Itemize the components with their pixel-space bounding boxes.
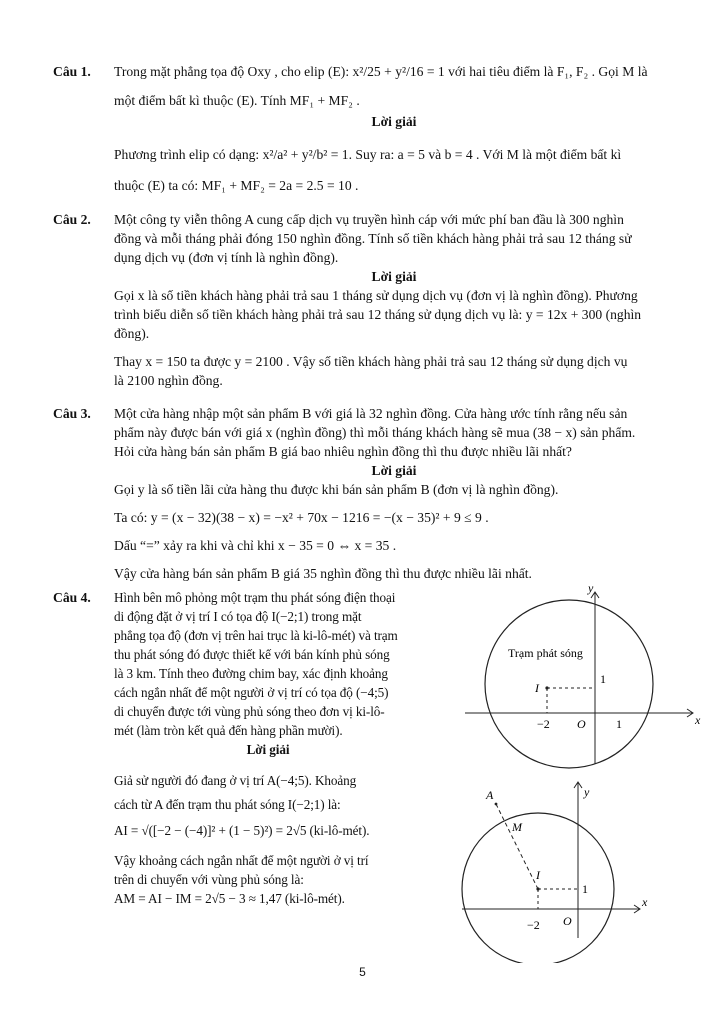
point-label-m: M [512,820,522,834]
tick-label: 1 [600,672,606,686]
solution-title: Lời giải [371,114,417,129]
solution-line: trình biểu diễn số tiền khách hàng phải trả sau 12 tháng sử dụng dịch vụ là: y = 12x + 300 (nghìn [114,307,642,322]
origin-label: O [563,914,572,928]
statement-line: Hình bên mô phỏng một trạm thu phát sóng điện thoại [114,590,396,605]
x-axis-label: x [695,713,701,727]
question-body [114,404,674,583]
question-label: Câu 3. [53,406,91,421]
y-axis-label: y [588,582,594,595]
solution-line: Phương trình elip có dạng: x²/a² + y²/b² = 1. Suy ra: a = 5 và b = 4 . Với M là một điểm bất kì [114,147,622,162]
page-number: 5 [359,965,366,979]
question-label: Câu 4. [53,590,91,605]
statement-line: thu phát sóng đó được thiết kế với bán kính phủ sóng [114,647,390,662]
statement-line: dụng dịch vụ (đơn vị tính là nghìn đồng). [114,250,339,265]
statement-line: một điểm bất kì thuộc (E). Tính MF₁ + MF₂ . [114,93,360,108]
statement-line: là 3 km. Tính theo đường chim bay, xác định khoảng [114,666,388,681]
station-label: Trạm phát sóng [508,646,583,660]
statement-line: phẩm này được bán với giá x (nghìn đồng) thì mỗi tháng khách hàng sẽ mua (38 − x) sản phẩm. [114,425,636,440]
station-point [545,686,548,689]
origin-label: O [577,717,586,731]
statement-line: Hỏi cửa hàng bán sản phẩm B giá bao nhiêu nghìn đồng thì thu được nhiều lãi nhất? [114,444,572,459]
statement-line: phẳng tọa độ (đơn vị trên hai trục là ki-lô-mét) và trạm [114,628,398,643]
point-label-i: I [536,868,540,882]
solution-line: Thay x = 150 ta được y = 2100 . Vậy số tiền khách hàng phải trả sau 12 tháng sử dụng dịch vụ [114,354,628,369]
statement-line: di động đặt ở vị trí I có tọa độ I(−2;1) trong mặt [114,609,362,624]
statement-line: mét (làm tròn kết quả đến hàng phần mười). [114,723,343,738]
solution-line: Ta có: y = (x − 32)(38 − x) = −x² + 70x − 1216 = −(x − 35)² + 9 ≤ 9 . [114,510,489,525]
point-label-a: A [486,788,494,802]
tick-label: −2 [537,717,550,731]
coverage-circle [485,600,653,768]
question-body [114,588,422,908]
solution-line: Gọi y là số tiền lãi cửa hàng thu được khi bán sản phẩm B (đơn vị là nghìn đồng). [114,482,559,497]
statement-line: Một cửa hàng nhập một sản phẩm B với giá là 32 nghìn đồng. Cửa hàng ước tính rằng nếu sản [114,406,628,421]
solution-line: Vậy khoảng cách ngắn nhất để một người ở vị trí [114,853,369,868]
question-body [114,210,674,390]
solution-line: là 2100 nghìn đồng. [114,373,223,388]
solution-line: Giả sử người đó đang ở vị trí A(−4;5). Khoảng [114,773,357,788]
solution-line: trên di chuyển với vùng phủ sóng là: [114,872,304,887]
solution-line: AM = AI − IM = 2√5 − 3 ≈ 1,47 (ki-lô-mét). [114,891,345,906]
statement-line: cách ngắn nhất để một người ở vị trí có tọa độ (−4;5) [114,685,389,700]
station-point [536,887,539,890]
x-axis-label: x [642,895,648,909]
y-axis-label: y [584,785,590,799]
solution-line: đồng). [114,326,150,341]
solution-line: Dấu “=” xảy ra khi và chỉ khi x − 35 = 0 ⇔ x = 35 . [114,538,397,553]
solution-line: cách từ A đến trạm thu phát sóng I(−2;1) là: [114,797,341,812]
statement-line: Trong mặt phẳng tọa độ Oxy , cho elip (E): x²/25 + y²/16 = 1 với hai tiêu điểm là F₁, F₂ . Gọi M là [114,64,648,79]
solution-title: Lời giải [246,742,290,757]
point-a [495,803,498,806]
solution-line: Vậy cửa hàng bán sản phẩm B giá 35 nghìn đồng thì thu được nhiều lãi nhất. [114,566,532,581]
statement-line: di chuyển được tới vùng phủ sóng theo đơn vị ki-lô- [114,704,385,719]
question-label: Câu 2. [53,212,91,227]
tick-label: −2 [527,918,540,932]
question-body [114,62,674,195]
tick-label: 1 [582,882,588,896]
solution-title: Lời giải [371,269,417,284]
solution-line: thuộc (E) ta có: MF₁ + MF₂ = 2a = 2.5 = 10 . [114,178,359,193]
solution-line: Gọi x là số tiền khách hàng phải trả sau 1 tháng sử dụng dịch vụ (đơn vị là nghìn đồng). Phương [114,288,638,303]
segment-ai [496,804,538,889]
point-label-i: I [535,681,539,695]
question-label: Câu 1. [53,64,91,79]
solution-title: Lời giải [371,463,417,478]
solution-line: AI = √([−2 − (−4)]² + (1 − 5)²) = 2√5 (ki-lô-mét). [114,823,370,838]
tick-label: 1 [616,717,622,731]
solution-figure [460,778,660,963]
statement-line: Một công ty viễn thông A cung cấp dịch vụ truyền hình cáp với mức phí ban đầu là 300 nghìn [114,212,624,227]
coverage-figure [455,582,705,772]
statement-line: đồng và mỗi tháng phải đóng 150 nghìn đồng. Tính số tiền khách hàng phải trả sau 12 tháng sử [114,231,632,246]
